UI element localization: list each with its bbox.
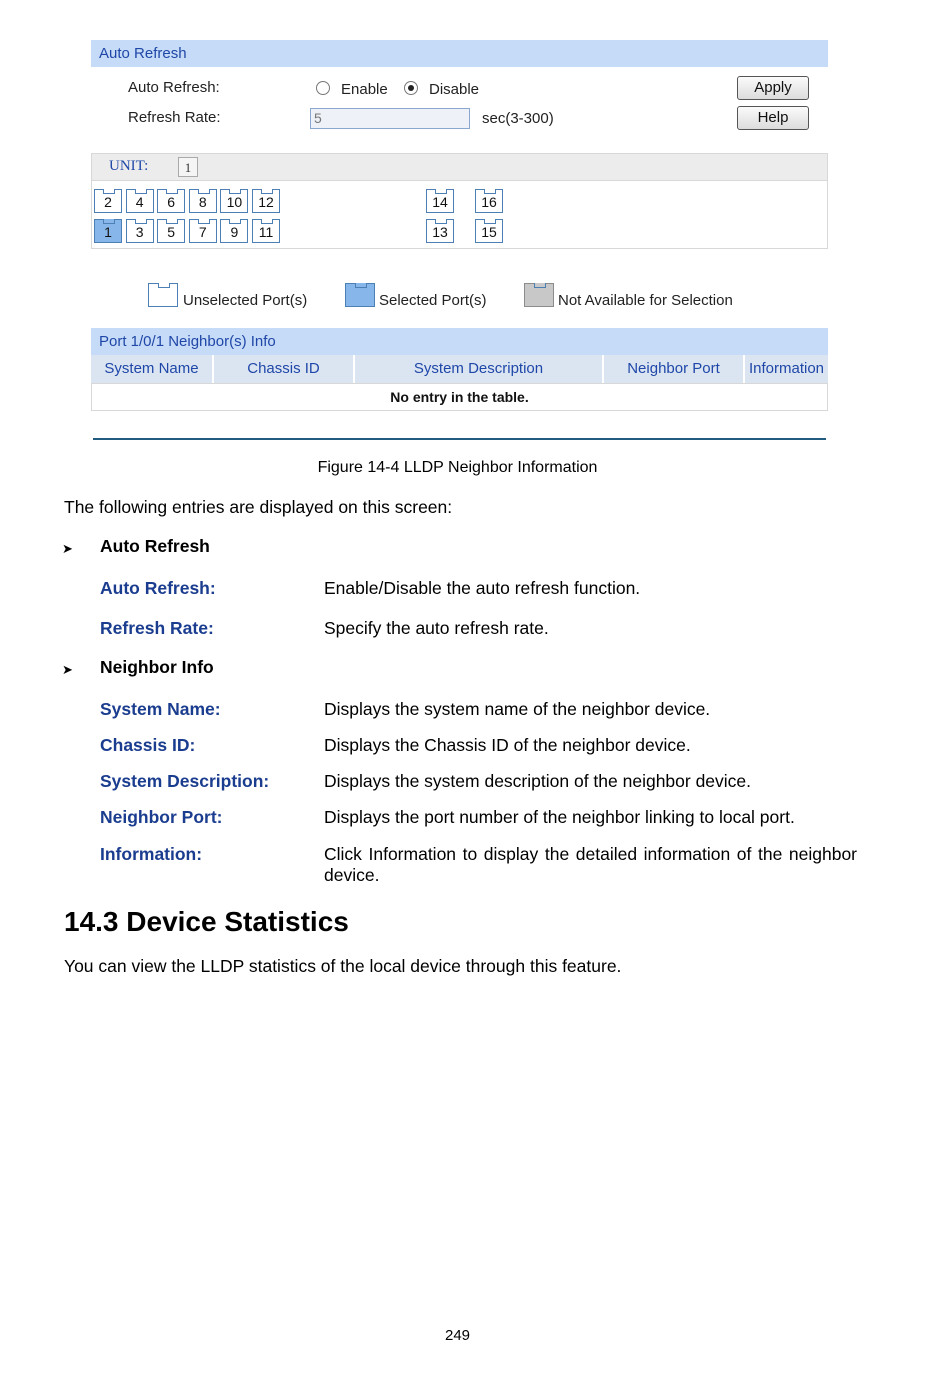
- section-heading-auto-refresh: Auto Refresh: [100, 536, 210, 556]
- port-3[interactable]: 3: [126, 219, 154, 243]
- unit-label: UNIT:: [109, 158, 149, 174]
- bullet-arrow-icon: ➤: [62, 662, 73, 677]
- port-10[interactable]: 10: [220, 189, 248, 213]
- column-neighbor-port: Neighbor Port: [604, 355, 745, 383]
- disable-radio[interactable]: [404, 81, 418, 95]
- term-system-name: System Name:: [100, 699, 221, 719]
- disable-label: Disable: [429, 81, 480, 98]
- desc-system-name: Displays the system name of the neighbor device.: [324, 699, 711, 719]
- desc-system-description: Displays the system description of the neighbor device.: [324, 771, 752, 791]
- port-5[interactable]: 5: [157, 219, 185, 243]
- neighbor-panel-header: Port 1/0/1 Neighbor(s) Info: [91, 328, 828, 355]
- page-number: 249: [444, 1327, 471, 1344]
- empty-table-message: No entry in the table.: [91, 383, 828, 411]
- port-8[interactable]: 8: [189, 189, 217, 213]
- apply-button[interactable]: Apply: [737, 76, 809, 100]
- term-chassis-id: Chassis ID:: [100, 735, 196, 755]
- intro-text: The following entries are displayed on this screen:: [64, 497, 453, 517]
- column-information: Information: [748, 360, 825, 377]
- bullet-arrow-icon: ➤: [62, 541, 73, 556]
- port-1[interactable]: 1: [94, 219, 122, 243]
- auto-refresh-label: Auto Refresh:: [128, 79, 220, 96]
- port-15[interactable]: 15: [475, 219, 503, 243]
- term-system-description: System Description:: [100, 771, 270, 791]
- term-refresh-rate: Refresh Rate:: [100, 618, 214, 638]
- port-4[interactable]: 4: [126, 189, 154, 213]
- column-chassis-id: Chassis ID: [214, 355, 355, 383]
- desc-information: Click Information to display the detailed information of the neighbor device.: [324, 844, 857, 885]
- unselected-legend-label: Unselected Port(s): [183, 292, 308, 309]
- neighbor-table-header: [91, 355, 828, 383]
- not-available-legend-label: Not Available for Selection: [558, 292, 733, 309]
- port-7[interactable]: 7: [189, 219, 217, 243]
- port-6[interactable]: 6: [157, 189, 185, 213]
- term-information: Information:: [100, 844, 203, 864]
- enable-label: Enable: [341, 81, 388, 98]
- port-12[interactable]: 12: [252, 189, 280, 213]
- section-heading-neighbor-info: Neighbor Info: [100, 657, 214, 677]
- desc-refresh-rate: Specify the auto refresh rate.: [324, 618, 549, 638]
- port-14[interactable]: 14: [426, 189, 454, 213]
- figure-caption: Figure 14-4 LLDP Neighbor Information: [317, 459, 598, 476]
- selected-port-swatch: [345, 283, 375, 307]
- desc-chassis-id: Displays the Chassis ID of the neighbor device.: [324, 735, 691, 755]
- desc-neighbor-port: Displays the port number of the neighbor linking to local port.: [324, 807, 795, 827]
- desc-auto-refresh: Enable/Disable the auto refresh function.: [324, 578, 641, 598]
- figure-divider: [93, 438, 826, 440]
- column-system-description: System Description: [355, 355, 604, 383]
- port-2[interactable]: 2: [94, 189, 122, 213]
- not-available-port-swatch: [524, 283, 554, 307]
- selected-legend-label: Selected Port(s): [379, 292, 487, 309]
- help-button[interactable]: Help: [737, 106, 809, 130]
- refresh-rate-input[interactable]: 5: [310, 108, 470, 129]
- port-11[interactable]: 11: [252, 219, 280, 243]
- unit-bar: [91, 153, 828, 181]
- unselected-port-swatch: [148, 283, 178, 307]
- auto-refresh-panel-header: Auto Refresh: [91, 40, 828, 67]
- term-neighbor-port: Neighbor Port:: [100, 807, 223, 827]
- port-16[interactable]: 16: [475, 189, 503, 213]
- unit-selector[interactable]: 1: [178, 157, 198, 177]
- section-body: You can view the LLDP statistics of the local device through this feature.: [64, 956, 622, 976]
- port-13[interactable]: 13: [426, 219, 454, 243]
- section-title: 14.3 Device Statistics: [64, 906, 349, 937]
- refresh-rate-label: Refresh Rate:: [128, 109, 221, 126]
- enable-radio[interactable]: [316, 81, 330, 95]
- term-auto-refresh: Auto Refresh:: [100, 578, 216, 598]
- column-system-name: System Name: [91, 355, 214, 383]
- refresh-rate-unit: sec(3-300): [482, 110, 554, 127]
- port-9[interactable]: 9: [220, 219, 248, 243]
